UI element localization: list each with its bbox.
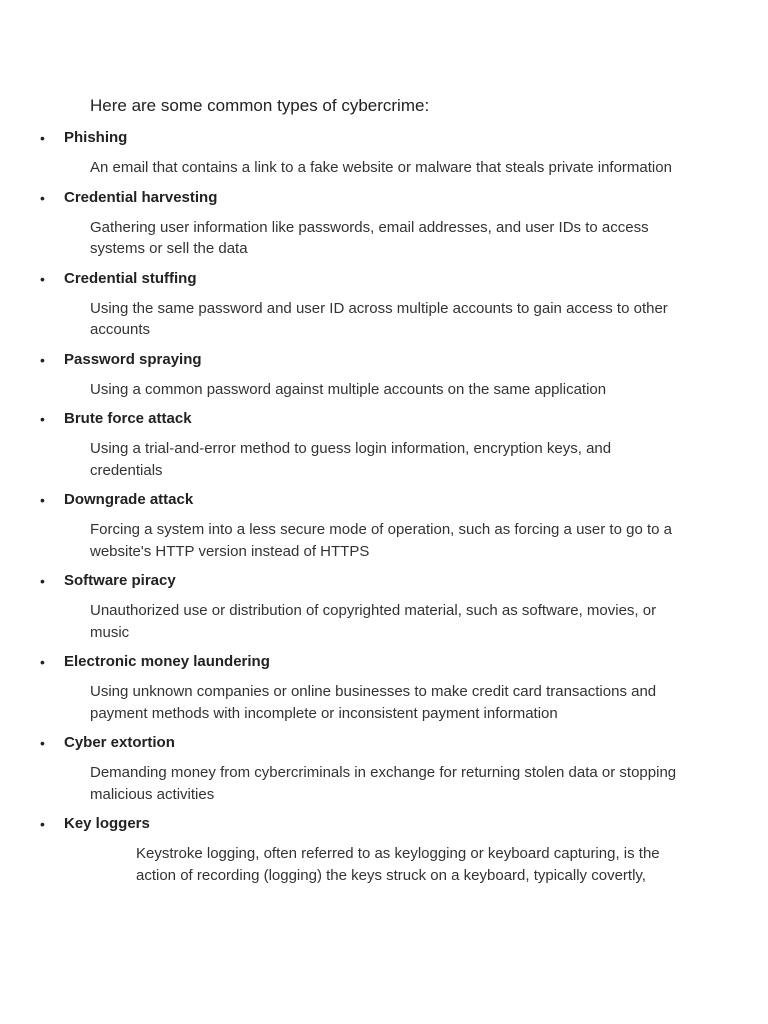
item-description: Keystroke logging, often referred to as keylogging or keyboard capturing, is the action of recording (logging) the keys struck on a keyboard, typically covertly, [136,845,660,884]
bullet-icon: • [40,130,45,146]
list-item [0,733,768,805]
list-item [0,350,768,401]
item-description: Demanding money from cybercriminals in exchange for returning stolen data or stopping malicious activities [90,764,677,803]
item-term: Brute force attack [64,410,192,427]
item-description: Unauthorized use or distribution of copyrighted material, such as software, movies, or music [90,602,657,641]
item-term: Electronic money laundering [64,653,270,670]
item-description: An email that contains a link to a fake website or malware that steals private information [90,159,672,176]
list-item [0,188,768,260]
list-item [0,652,768,724]
bullet-icon: • [40,411,45,427]
bullet-icon: • [40,654,45,670]
item-term: Phishing [64,129,128,146]
bullet-icon: • [40,816,45,832]
list-item [0,269,768,341]
item-description: Using a trial-and-error method to guess login information, encryption keys, and credentials [90,440,612,479]
item-description: Forcing a system into a less secure mode of operation, such as forcing a user to go to a website's HTTP version instead of HTTPS [90,521,672,560]
item-description: Using a common password against multiple accounts on the same application [90,380,607,398]
bullet-icon: • [40,351,45,368]
item-term: Credential harvesting [64,188,218,206]
item-term: Software piracy [64,572,176,589]
bullet-icon: • [40,735,45,751]
bullet-icon: • [40,573,45,589]
intro-text: Here are some common types of cybercrime: [90,96,430,115]
list-item [0,409,768,481]
list-item [0,128,768,179]
item-description: Gathering user information like passwords, email addresses, and user IDs to access systems or sell the data [90,218,649,257]
item-description: Using unknown companies or online businesses to make credit card transactions and payment methods with incomplete or inconsistent payment information [90,683,657,722]
item-term: Credential stuffing [64,269,197,287]
list-item [0,490,768,562]
item-term: Cyber extortion [64,734,175,751]
item-term: Key loggers [64,815,150,832]
bullet-icon: • [40,270,45,287]
bullet-icon: • [40,189,45,206]
item-term: Password spraying [64,350,202,368]
item-description: Using the same password and user ID across multiple accounts to gain access to other accounts [90,299,668,338]
cybercrime-list [0,128,768,895]
list-item [0,814,768,886]
list-item [0,571,768,643]
item-term: Downgrade attack [64,491,194,508]
bullet-icon: • [40,492,45,508]
